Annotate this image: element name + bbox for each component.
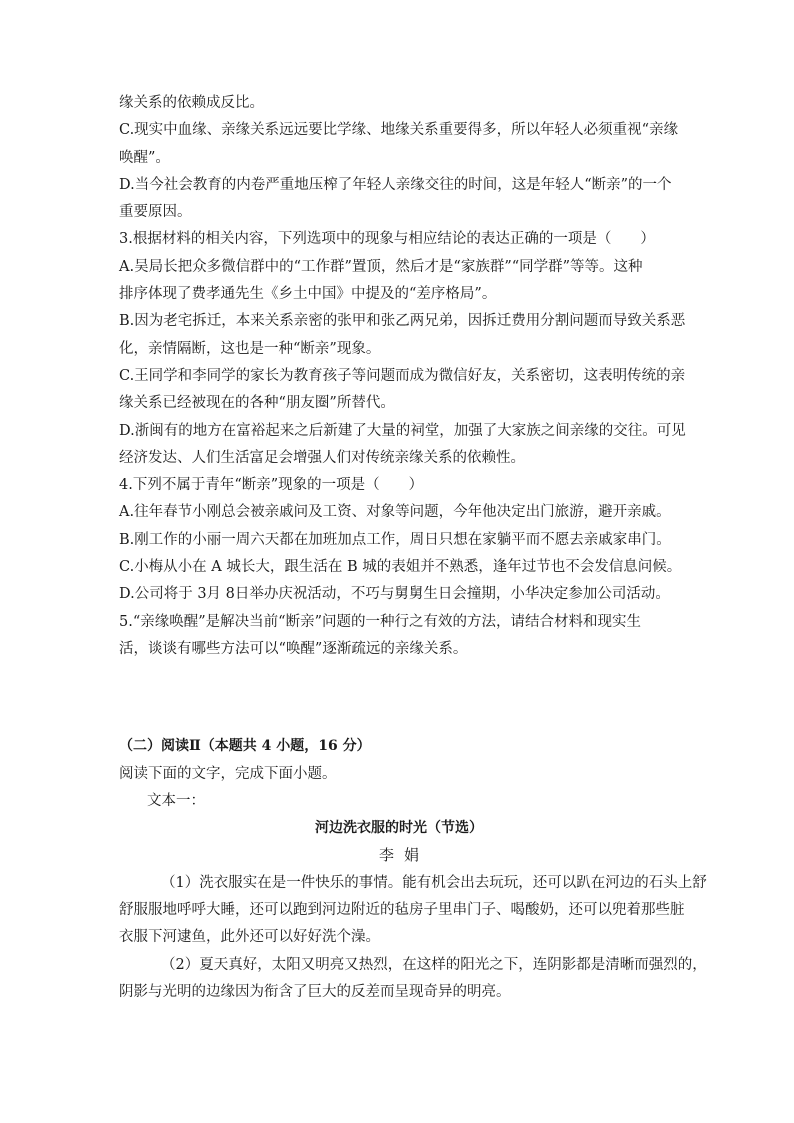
option-c-line: C.王同学和李同学的家长为教育孩子等问题而成为微信好友，关系密切，这表明传统的亲 xyxy=(119,367,686,384)
blank-gap xyxy=(119,663,679,733)
text-line: 衣服下河逮鱼，此外还可以好好洗个澡。 xyxy=(119,929,380,946)
text-line: （1）洗衣服实在是一件快乐的事情。能有机会出去玩玩，还可以趴在河边的石头上舒 xyxy=(161,874,707,891)
option-b-line: B.刚工作的小丽一周六天都在加班加点工作，周日只想在家躺平而不愿去亲戚家串门。 xyxy=(119,531,671,548)
question-4-stem: 4.下列不属于青年“断亲”现象的一项是（ ） xyxy=(119,477,424,494)
section-heading: （二）阅读Ⅱ（本题共 4 小题，16 分） xyxy=(119,738,371,755)
option-a-line: A.吴局长把众多微信群中的“工作群”置顶，然后才是“家族群”“同学群”等等。这种 xyxy=(119,258,643,275)
option-b-line: B.因为老宅拆迁，本来关系亲密的张甲和张乙两兄弟，因拆迁费用分割问题而导致关系恶 xyxy=(119,313,686,330)
text-line: 排序体现了费孝通先生《乡土中国》中提及的“差序格局”。 xyxy=(119,286,497,303)
option-a-line: A.往年春节小刚总会被亲戚问及工资、对象等问题，今年他决定出门旅游，避开亲戚。 xyxy=(119,504,671,521)
question-block xyxy=(119,90,686,663)
question-5-stem: 5.“亲缘唤醒”是解决当前“断亲”问题的一种行之有效的方法，请结合材料和现实生 xyxy=(119,613,641,630)
text-line: （2）夏天真好，太阳又明亮又热烈，在这样的阳光之下，连阴影都是清晰而强烈的， xyxy=(161,956,707,973)
text-line: 缘关系已经被现在的各种“朋友圈”所替代。 xyxy=(119,395,395,412)
text-line: 活，谈谈有哪些方法可以“唤醒”逐渐疏远的亲缘关系。 xyxy=(119,640,468,657)
text-line: 舒服服地呼呼大睡，还可以跑到河边附近的毡房子里串门子、喝酸奶，还可以兜着那些脏 xyxy=(119,902,685,919)
text-line: 重要原因。 xyxy=(119,204,192,221)
text-line: 化，亲情隔断，这也是一种“断亲”现象。 xyxy=(119,340,381,357)
option-d-line: D.公司将于 3月 8日举办庆祝活动，不巧与舅舅生日会撞期，小华决定参加公司活动。 xyxy=(119,586,670,603)
text-label: 文本一： xyxy=(147,792,205,809)
option-d-line: D.浙闽有的地方在富裕起来之后新建了大量的祠堂，加强了大家族之间亲缘的交往。可见 xyxy=(119,422,686,439)
option-d-line: D.当今社会教育的内卷严重地压榨了年轻人亲缘交往的时间，这是年轻人“断亲”的一个 xyxy=(119,176,672,193)
article-title: 河边洗衣服的时光（节选） xyxy=(315,820,483,837)
text-line: 缘关系的依赖成反比。 xyxy=(119,95,264,111)
option-c-line: C.现实中血缘、亲缘关系远远要比学缘、地缘关系重要得多，所以年轻人必须重视“亲缘 xyxy=(119,122,679,139)
article-author: 李娟 xyxy=(378,846,429,865)
question-3-stem: 3.根据材料的相关内容，下列选项中的现象与相应结论的表达正确的一项是（ ） xyxy=(119,231,655,248)
option-c-line: C.小梅从小在 A 城长大，跟生活在 B 城的表姐并不熟悉，逢年过节也不会发信息问候。 xyxy=(119,559,682,576)
text-line: 经济发达、人们生活富足会增强人们对传统亲缘关系的依赖性。 xyxy=(119,449,525,466)
instruction-text: 阅读下面的文字，完成下面小题。 xyxy=(119,765,337,782)
text-line: 唤醒”。 xyxy=(119,149,170,166)
paragraph-1 xyxy=(119,870,707,952)
text-line: 阴影与光明的边缘因为衔含了巨大的反差而呈现奇异的明亮。 xyxy=(119,983,511,1000)
paragraph-2 xyxy=(119,952,707,1007)
document-body xyxy=(119,90,707,1006)
